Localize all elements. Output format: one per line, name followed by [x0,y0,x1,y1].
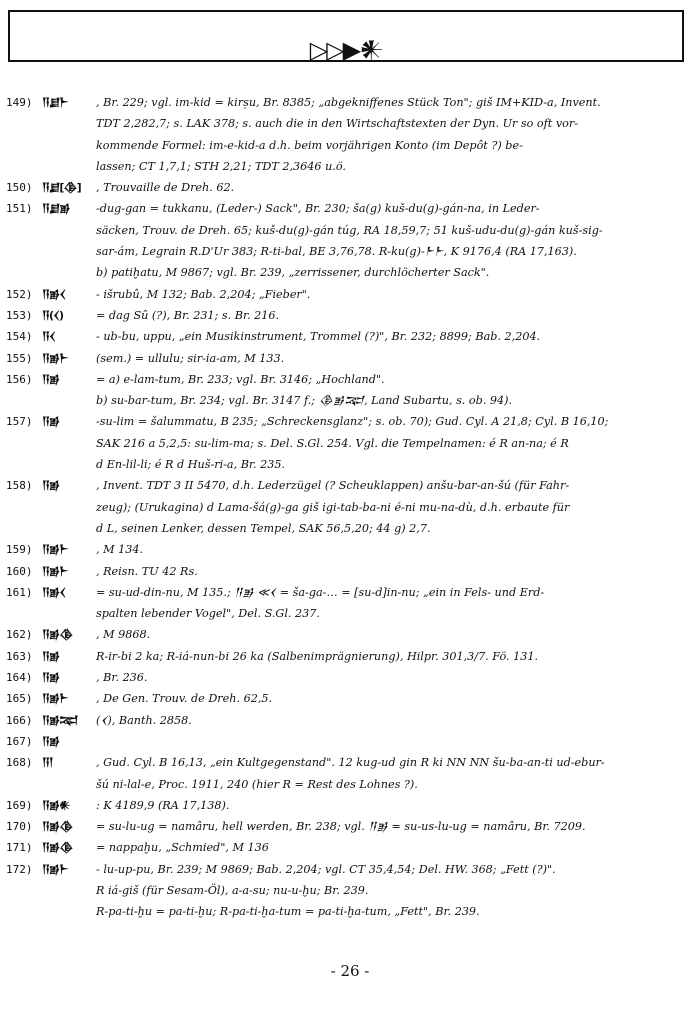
entry-number: 160) [6,564,33,578]
entry-text [96,92,692,177]
cuneiform-sign: 𒀀𒂊𒀭 [42,798,70,812]
entry [6,92,692,177]
entry-line: , Br. 229; vgl. im-kid = kirṣu, Br. 8385; „abgekniffenes Stück Ton"; giš IM+KID-a, Invent. [96,96,601,109]
entry [6,795,692,816]
entry-text [96,731,692,752]
entry-number: 172) [6,862,33,876]
entry-line: lassen; CT 1,7,1; STH 2,21; TDT 2,3646 u.ö. [96,159,346,173]
entry-line: SAK 216 a 5,2,5: su-lim-ma; s. Del. S.Gl. 254. Vgl. die Tempelnamen: é R an-na; é R [96,436,569,450]
entry-line: (sem.) = ullulu; sir-ia-am, M 133. [96,351,285,365]
entry [6,710,692,731]
entry-number: 159) [6,543,33,557]
cuneiform-sign: 𒀀𒂊𒆠 [42,628,73,642]
entry-text [96,475,692,539]
cuneiform-sign: 𒀀𒂊𒈨 [42,543,68,557]
entry-line: = nappaḫu, „Schmied", M 136 [96,841,269,855]
entry-line: -dug-gan = tukkanu, (Leder-) Sack", Br. 230; ša(g) kuš-du(g)-gán-na, in Leder- [96,202,540,216]
entry-number: 151) [6,202,33,216]
cuneiform-sign: 𒀀𒋗𒂊 [42,202,70,216]
entry [6,837,692,858]
entry [6,646,692,667]
entry-line: , Gud. Cyl. B 16,13, „ein Kultgegenstand". 12 kug-ud gin R ki NN NN šu-ba-an-ti ud-ebur- [96,756,605,770]
entry-text [96,305,692,326]
cuneiform-sign: 𒀀𒂊𒆠 [42,841,73,855]
entry-text [96,816,692,837]
entry-line: = dag Sû (?), Br. 231; s. Br. 216. [96,308,280,322]
entry-text [96,561,692,582]
entry [6,284,692,305]
entry-text [96,688,692,709]
entry-text [96,837,692,858]
cuneiform-sign: 𒀀𒂊 [42,649,60,663]
entry [6,688,692,709]
entry-number: 169) [6,798,33,812]
entry-number: 171) [6,841,33,855]
entry-line: spalten lebender Vogel", Del. S.Gl. 237. [96,607,320,621]
cuneiform-sign: 𒀀𒂊 [42,372,60,386]
entry-line: (𒌋), Banth. 2858. [96,713,192,727]
entry [6,539,692,560]
header-frame [8,10,684,62]
entry [6,624,692,645]
entry-number: 158) [6,479,33,493]
entry-line: d L, seinen Lenker, dessen Tempel, SAK 56,5,20; 44 g) 2,7. [96,521,431,535]
cuneiform-sign: 𒀀𒂊𒉈 [42,713,78,727]
entry-number: 162) [6,628,33,642]
cuneiform-sign: 𒀀𒋗[𒆠] [42,181,81,195]
entry [6,369,692,412]
entry-number: 168) [6,756,33,770]
entry-line: , Trouvaille de Dreh. 62. [96,181,235,195]
cuneiform-sign: 𒀀𒁹 [42,756,53,770]
entry-line: R-pa-ti-ḫu = pa-ti-ḫu; R-pa-ti-ḫa-tum = pa-ti-ḫa-tum, „Fett", Br. 239. [96,905,480,919]
entry [6,667,692,688]
entry-number: 166) [6,713,33,727]
cuneiform-sign: 𒀀𒋗𒈨 [42,96,68,109]
entry-line: - išrubû, M 132; Bab. 2,204; „Fieber". [96,287,311,301]
entry-text [96,667,692,688]
entry-number: 164) [6,671,33,685]
entry-line: R iá-giš (für Sesam-Öl), a-a-su; nu-u-ḫu; Br. 239. [96,883,369,897]
entry [6,411,692,475]
entry-number: 152) [6,287,33,301]
page-number: - 26 - [330,962,370,980]
cuneiform-sign: 𒀀𒌋 [42,330,55,344]
entry-line: - ub-bu, uppu, „ein Musikinstrument, Trommel (?)", Br. 232; 8899; Bab. 2,204. [96,330,541,344]
entry-line: , De Gen. Trouv. de Dreh. 62,5. [96,692,273,706]
entry-number: 163) [6,649,33,663]
entry-line: , Reisn. TU 42 Rs. [96,564,198,578]
entry-line: = su-ud-din-nu, M 135.; 𒀀𒂊 ≪𒌋 = ša-ga-… = [su-d]in-nu; „ein in Fels- und Erd- [96,585,545,599]
entry [6,752,692,795]
entry-number: 154) [6,330,33,344]
entry [6,561,692,582]
entry-text [96,369,692,412]
entry-line: zeug); (Urukagina) d Lama-šá(g)-ga giš igi-tab-ba-ni é-ni mu-na-dù, d.h. erbaute für [96,500,570,514]
entry-line: = a) e-lam-tum, Br. 233; vgl. Br. 3146; „Hochland". [96,372,385,386]
entry [6,305,692,326]
cuneiform-sign: 𒀀𒂊 [42,734,60,748]
entry-list [6,92,692,923]
entry-text [96,284,692,305]
cuneiform-sign: 𒀀𒂊𒈨 [42,862,68,876]
entry-text [96,646,692,667]
entry-number: 155) [6,351,33,365]
cuneiform-sign: 𒀀(𒌋) [42,308,63,322]
entry [6,326,692,347]
entry [6,198,692,283]
entry [6,348,692,369]
entry-text [96,411,692,475]
entry-line [96,731,692,752]
entry-text [96,326,692,347]
entry-text [96,795,692,816]
entry [6,859,692,923]
entry-text [96,582,692,625]
entry-line: b) su-bar-tum, Br. 234; vgl. Br. 3147 f.; 𒆠𒂊𒉈, Land Subartu, s. ob. 94). [96,394,513,408]
entry-text [96,710,692,731]
entry-line: -su-lim = šalummatu, B 235; „Schreckensglanz"; s. ob. 70); Gud. Cyl. A 21,8; Cyl. B 16,10; [96,415,609,429]
cuneiform-sign: 𒀀𒂊 [42,415,60,429]
entry-line: , Br. 236. [96,671,148,685]
entry-line: d En-lil-li; é R d Huš-ri-a, Br. 235. [96,458,286,472]
entry-line: , M 9868. [96,628,151,642]
entry [6,816,692,837]
entry-line: säcken, Trouv. de Dreh. 65; kuš-du(g)-gán túg, RA 18,59,7; 51 kuš-udu-du(g)-gán kuš-sig- [96,223,603,237]
entry-line: : K 4189,9 (RA 17,138). [96,798,230,812]
entry-text [96,539,692,560]
entry-text [96,859,692,923]
entry-text [96,177,692,198]
entry-number: 153) [6,308,33,322]
cuneiform-sign: 𒀀𒂊𒈨 [42,351,68,365]
entry [6,582,692,625]
entry-line: = su-lu-ug = namâru, hell werden, Br. 238; vgl. 𒀀𒂊 = su-us-lu-ug = namâru, Br. 7209. [96,820,586,834]
entry-line: sar-ám, Legrain R.D'Ur 383; R-ti-bal, BE 3,76,78. R-ku(g)-𒈨𒈨, K 9176,4 (RA 17,163). [96,245,577,259]
entry-number: 157) [6,415,33,429]
cuneiform-sign: 𒀀𒂊 [42,479,60,493]
entry-number: 167) [6,734,33,748]
entry-number: 149) [6,96,33,109]
cuneiform-header-sign: ▷▷▶𒀭 [309,36,383,64]
entry-text [96,198,692,283]
cuneiform-sign: 𒀀𒂊 [42,671,60,685]
cuneiform-sign: 𒀀𒂊𒈨 [42,564,68,578]
entry-number: 165) [6,692,33,706]
entry-line: b) patiḫatu, M 9867; vgl. Br. 239, „zerrissener, durchlöcherter Sack". [96,266,490,280]
entry [6,177,692,198]
cuneiform-sign: 𒀀𒂊𒆠 [42,820,73,834]
cuneiform-sign: 𒀀𒂊𒌋 [42,287,66,301]
entry-line: šú ni-lal-e, Proc. 1911, 240 (hier R = Rest des Lohnes ?). [96,777,418,791]
entry-line: R-ir-bi 2 ka; R-iá-nun-bi 26 ka (Salbenimprägnierung), Hilpr. 301,3/7. Fö. 131. [96,649,539,663]
entry-line: - lu-up-pu, Br. 239; M 9869; Bab. 2,204; vgl. CT 35,4,54; Del. HW. 368; „Fett (?)". [96,862,556,876]
entry [6,731,692,752]
entry-line: TDT 2,282,7; s. LAK 378; s. auch die in den Wirtschaftstexten der Dyn. Ur so oft vor- [96,117,579,131]
cuneiform-sign: 𒀀𒂊𒌋 [42,585,66,599]
entry-number: 170) [6,820,33,834]
entry-number: 161) [6,585,33,599]
entry-line: kommende Formel: im-e-kid-a d.h. beim vorjährigen Konto (im Depôt ?) be- [96,138,523,152]
entry-text [96,348,692,369]
entry-number: 150) [6,181,33,195]
entry-text [96,624,692,645]
cuneiform-sign: 𒀀𒂊𒈨 [42,692,68,706]
entry-text [96,752,692,795]
entry-line: , M 134. [96,543,144,557]
entry-line: , Invent. TDT 3 II 5470, d.h. Lederzügel (? Scheuklappen) anšu-bar-an-šú (für Fahr- [96,479,570,493]
entry [6,475,692,539]
entry-number: 156) [6,372,33,386]
